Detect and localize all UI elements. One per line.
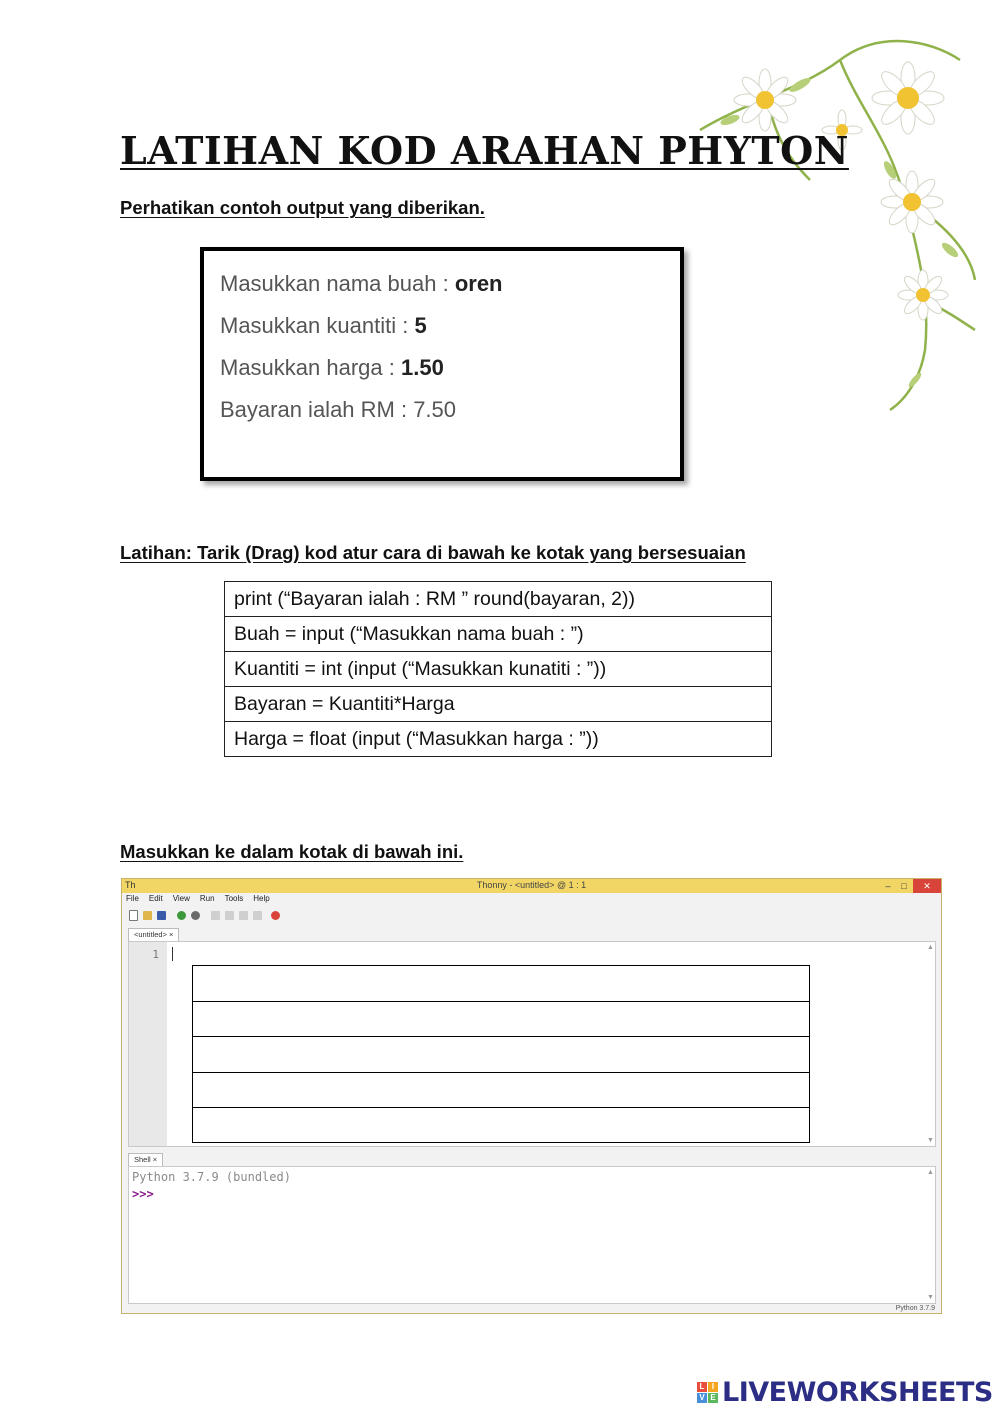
menu-run[interactable]: Run — [199, 894, 215, 903]
flower-decoration — [690, 20, 990, 420]
drop-zone — [192, 965, 810, 1143]
stop-icon[interactable] — [271, 911, 280, 920]
step-out-icon[interactable] — [239, 911, 248, 920]
example-output-box — [200, 247, 684, 481]
drop-slot-1[interactable] — [193, 966, 809, 1002]
tab-untitled[interactable]: <untitled> × — [128, 928, 179, 941]
drop-slot-2[interactable] — [193, 1002, 809, 1038]
drop-slot-3[interactable] — [193, 1037, 809, 1073]
close-button[interactable]: ✕ — [913, 879, 941, 893]
editor-scrollbar[interactable] — [927, 944, 933, 1144]
debug-icon[interactable] — [191, 911, 200, 920]
text-cursor — [172, 947, 173, 961]
exercise-heading: Latihan: Tarik (Drag) kod atur cara di bawah ke kotak yang bersesuaian — [120, 542, 746, 563]
window-title: Thonny - <untitled> @ 1 : 1 — [476, 880, 587, 890]
drop-slot-5[interactable] — [193, 1108, 809, 1144]
output-line: Masukkan nama buah : oren — [220, 271, 503, 296]
scroll-down-icon[interactable]: ▼ — [927, 1294, 934, 1301]
run-icon[interactable] — [177, 911, 186, 920]
step-into-icon[interactable] — [225, 911, 234, 920]
menu-tools[interactable]: Tools — [224, 894, 244, 903]
menu-edit[interactable]: Edit — [148, 894, 163, 903]
output-line: Masukkan harga : 1.50 — [220, 355, 444, 380]
new-file-icon[interactable] — [129, 910, 138, 921]
drop-slot-4[interactable] — [193, 1073, 809, 1109]
status-bar-text: Python 3.7.9 — [895, 1305, 935, 1312]
open-file-icon[interactable] — [143, 911, 152, 920]
draggable-code-line[interactable]: Kuantiti = int (input (“Masukkan kunatiti : ”)) — [225, 652, 772, 687]
thonny-logo-icon: Th — [125, 880, 136, 890]
title-bar — [122, 879, 941, 893]
save-icon[interactable] — [157, 911, 166, 920]
scroll-down-icon[interactable]: ▼ — [927, 1137, 934, 1144]
step-over-icon[interactable] — [211, 911, 220, 920]
brand-name: LIVEWORKSHEETS — [722, 1377, 993, 1408]
shell-console[interactable] — [128, 1166, 936, 1304]
shell-prompt: >>> — [132, 1187, 154, 1201]
draggable-code-line[interactable]: print (“Bayaran ialah : RM ” round(bayaran, 2)) — [225, 582, 772, 617]
page-title: LATIHAN KOD ARAHAN PHYTON — [120, 128, 849, 173]
scroll-up-icon[interactable]: ▲ — [927, 1169, 934, 1176]
close-tab-icon[interactable]: × — [152, 1155, 158, 1164]
menu-file[interactable]: File — [126, 894, 139, 903]
code-editor[interactable] — [128, 941, 936, 1147]
minimize-button[interactable]: – — [885, 881, 891, 891]
shell-version-text: Python 3.7.9 (bundled) — [132, 1170, 291, 1184]
output-line: Bayaran ialah RM : 7.50 — [220, 397, 457, 422]
shell-scrollbar[interactable] — [927, 1169, 933, 1301]
resume-icon[interactable] — [253, 911, 262, 920]
scroll-up-icon[interactable]: ▲ — [927, 944, 934, 951]
code-options-table — [224, 581, 772, 757]
dropzone-heading: Masukkan ke dalam kotak di bawah ini. — [120, 841, 464, 862]
menu-help[interactable]: Help — [253, 894, 270, 903]
output-line: Masukkan kuantiti : 5 — [220, 313, 427, 338]
menu-view[interactable]: View — [172, 894, 190, 903]
instruction-heading: Perhatikan contoh output yang diberikan. — [120, 197, 485, 218]
close-tab-icon[interactable]: × — [169, 930, 174, 939]
draggable-code-line[interactable]: Buah = input (“Masukkan nama buah : ”) — [225, 617, 772, 652]
toolbar — [129, 909, 280, 921]
menu-bar — [126, 894, 270, 906]
liveworksheets-icon: L I V E — [697, 1382, 718, 1403]
maximize-button[interactable]: □ — [901, 881, 907, 891]
draggable-code-line[interactable]: Harga = float (input (“Masukkan harga : ”)) — [225, 722, 772, 757]
tab-shell[interactable]: Shell × — [128, 1153, 163, 1166]
draggable-code-line[interactable]: Bayaran = Kuantiti*Harga — [225, 687, 772, 722]
thonny-window — [121, 878, 942, 1314]
liveworksheets-logo — [697, 1377, 993, 1408]
line-number: 1 — [152, 948, 159, 961]
line-number-gutter — [129, 942, 167, 1146]
